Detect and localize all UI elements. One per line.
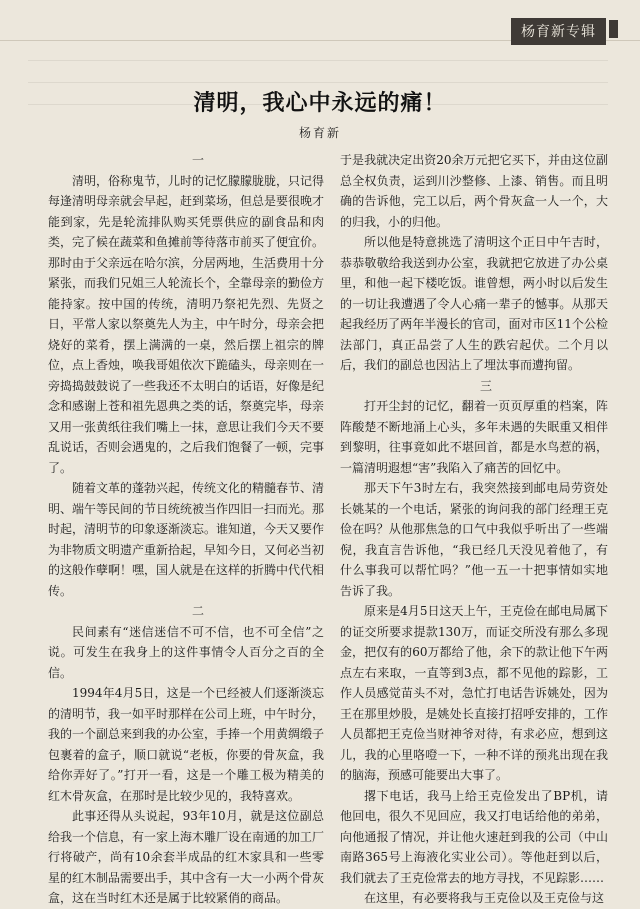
body-paragraph: 在这里，有必要将我与王克俭以及王克俭与这 [364, 891, 605, 905]
body-paragraph: 打开尘封的记忆，翻着一页页厚重的档案，阵阵酸楚不断地涌上心头，多年未遇的失眠重又相伴到黎明，往事竟如此不堪回首，都是水鸟惹的祸，一篇清明遐想“害”我陷入了痛苦的回忆中。 [340, 399, 608, 475]
left-text-column [48, 150, 324, 909]
body-paragraph: 所以他是特意挑选了清明这个正日中午吉时，恭恭敬敬给我送到办公室，我就把它放进了办公桌里，和他一起下楼吃饭。谁曾想，两小时以后发生的一切让我遭遇了令人心痛一辈子的憾事。从那天起我经历了两年半漫长的官司，面对市区11个公检法部门，真正品尝了人生的跌宕起伏。二个月以后，我们的副总也因沾上了埋汰事而遭拘留。 [340, 235, 608, 372]
body-paragraph: 于是我就决定出资20余万元把它买下，并由这位副总全权负责，运到川沙整修、上漆、销售。而且明确的告诉他，完工以后，两个骨灰盒一人一个，大的归我，小的归他。 [340, 153, 608, 229]
section-heading: 三 [479, 378, 492, 393]
body-paragraph: 随着文革的蓬勃兴起，传统文化的精髓春节、清明、端午等民间的节日统统被当作四旧一扫而光。那时起，清明节的印象逐渐淡忘。谁知道，今天又要作为非物质文明遗产重新拾起，早知今日，又何必当初的这般作孽啊！嘿，国人就是在这样的折腾中代代相传。 [48, 481, 325, 598]
article-title: 清明，我心中永远的痛！ [193, 91, 447, 116]
article-author: 杨育新 [298, 126, 341, 140]
body-paragraph: 那天下午3时左右，我突然接到邮电局劳资处长姚某的一个电话，紧张的询问我的部门经理王克俭在吗？从他那焦急的口气中我似乎听出了一些端倪，我直言告诉他，“我已经几天没见着他了，有什么事我可以帮忙吗？”他一五一十把事情如实地告诉了我。 [340, 481, 608, 598]
body-paragraph: 民间素有“迷信迷信不可不信，也不可全信”之说。可发生在我身上的这件事情令人百分之百的全信。 [48, 624, 324, 680]
body-paragraph: 1994年4月5日，这是一个已经被人们逐渐淡忘的清明节，我一如平时那样在公司上班，中午时分，我的一个副总来到我的办公室，手捧一个用黄绸缎子包裹着的盒子，顺口就说“老板，你要的骨灰盒，我给你弄好了。”打开一看，这是一个雕工极为精美的红木骨灰盒，在那时是比较少见的，我特喜欢。 [48, 686, 325, 803]
body-paragraph: 原来是4月5日这天上午，王克俭在邮电局属下的证交所要求提款130万，而证交所没有那么多现金，把仅有的60万都给了他，余下的款让他下午两点左右来取，一直等到3点，都不见他的踪影，工作人员感觉苗头不对，急忙打电话告诉姚处，因为王在那里炒股，是姚处长直接打招呼安排的，工作人员都把王克俭当财神爷对待，有求必应，想到这儿，我的心里咯噔一下，一种不详的预兆出现在我的脑海，预感可能要出大事了。 [340, 604, 608, 782]
body-paragraph: 撂下电话，我马上给王克俭发出了BP机，请他回电，很久不见回应，我又打电话给他的弟弟，向他通报了情况，并让他火速赶到我的公司（中山南路365号上海液化实业公司）。等他赶到以后，我们就去了王克俭常去的地方寻找，不见踪影…… [340, 788, 608, 885]
section-heading: 一 [191, 153, 204, 167]
body-paragraph: 此事还得从头说起，93年10月，就是这位副总给我一个信息，有一家上海木雕厂设在南通的加工厂行将破产，尚有10余套半成品的红木家具和一些零星的红木制品需要出手，其中含有一大一小两个骨灰盒，这在当时红木还是属于比较紧俏的商品。 [48, 809, 325, 905]
right-text-column [340, 150, 608, 909]
column-tag-marker [609, 20, 618, 38]
body-paragraph: 清明，俗称鬼节，儿时的记忆朦朦胧胧，只记得每逢清明母亲就会早起，赶到菜场，但总是要很晚才能到家，先是轮流排队购买凭票供应的副食品和肉类，完了候在蔬菜和鱼摊前等待落市前买了便宜价。那时由于父亲远在哈尔滨，分居两地，生活费用十分紧张，而我们兄姐三人轮流长个，全靠母亲的勤俭方能持家。按中国的传统，清明乃祭祀先烈、先贤之日，平常人家以祭奠先人为主，中午时分，母亲会把烧好的菜肴，摆上满满的一桌，然后摆上祖宗的牌位，点上香烛，唤我哥姐依次下跪磕头，母亲则在一旁捣捣鼓鼓说了一些我还不太明白的话语，好像是纪念和感谢上苍和祖先恩典之类的话，祭奠完毕，母亲又用一张黄纸往我们嘴上一抹，意思让我们今天不要乱说话，否则会遇鬼的，之后我们饱餐了一顿，完事了。 [48, 173, 325, 475]
section-heading: 二 [191, 604, 204, 618]
column-tag: 杨育新专辑 [511, 18, 606, 45]
